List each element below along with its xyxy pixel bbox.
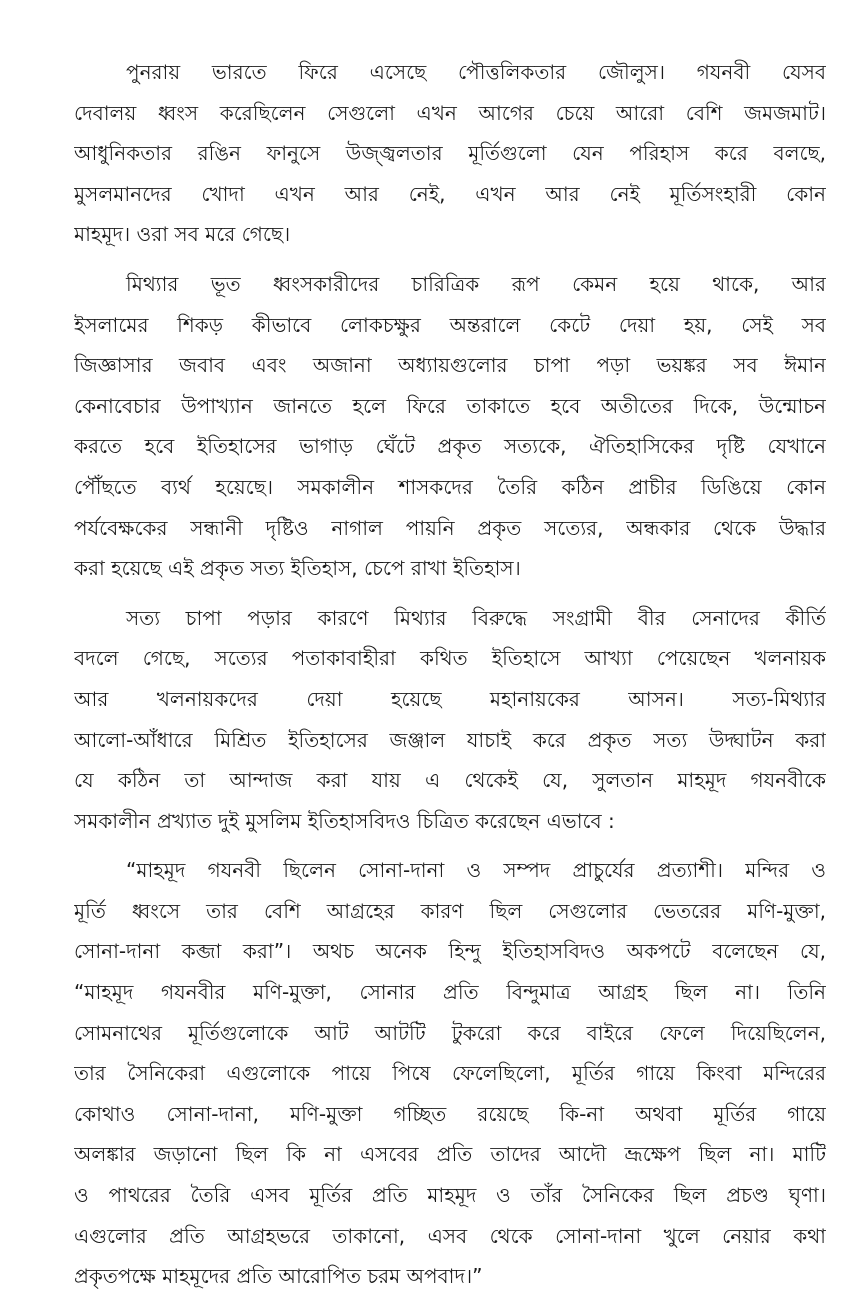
text-line: যে কঠিন তা আন্দাজ করা যায় এ থেকেই যে, সুলতান মাহমূদ গযনবীকে bbox=[74, 768, 826, 793]
paragraph-3 bbox=[74, 598, 826, 842]
text-line: মুসলমানদের খোদা এখন আর নেই, এখন আর নেই মূর্তিসংহারী কোন bbox=[74, 181, 826, 206]
text-line: পর্যবেক্ষকের সন্ধানী দৃষ্টিও নাগাল পায়নি প্রকৃত সত্যের, অন্ধকার থেকে উদ্ধার bbox=[74, 515, 826, 540]
book-page bbox=[74, 52, 826, 1289]
text-line: জিজ্ঞাসার জবাব এবং অজানা অধ্যায়গুলোর চাপা পড়া ভয়ঙ্কর সব ঈমান bbox=[74, 353, 826, 378]
text-line: ও পাথরের তৈরি এসব মূর্তির প্রতি মাহমূদ ও তাঁর সৈনিকের ছিল প্রচণ্ড ঘৃণা। bbox=[74, 1183, 826, 1208]
paragraph-gap bbox=[74, 841, 826, 850]
paragraph-gap bbox=[74, 255, 826, 264]
text-line: তার সৈনিকেরা এগুলোকে পায়ে পিষে ফেলেছিলো, মূর্তির গায়ে কিংবা মন্দিরের bbox=[74, 1061, 826, 1086]
text-line: করা হয়েছে এই প্রকৃত সত্য ইতিহাস, চেপে রাখা ইতিহাস। bbox=[74, 556, 521, 581]
text-line: ইসলামের শিকড় কীভাবে লোকচক্ষুর অন্তরালে কেটে দেয়া হয়, সেই সব bbox=[74, 312, 826, 337]
text-line: মিথ্যার ভূত ধ্বংসকারীদের চারিত্রিক রূপ কেমন হয়ে থাকে, আর bbox=[126, 271, 826, 296]
text-line: আধুনিকতার রঙিন ফানুসে উজ্জ্বলতার মূর্তিগুলো যেন পরিহাস করে বলছে, bbox=[74, 141, 826, 166]
text-line: প্রকৃতপক্ষে মাহমূদের প্রতি আরোপিত চরম অপবাদ।” bbox=[74, 1264, 483, 1289]
paragraph-gap bbox=[74, 589, 826, 598]
text-line: বদলে গেছে, সত্যের পতাকাবাহীরা কথিত ইতিহাসে আখ্যা পেয়েছেন খলনায়ক bbox=[74, 646, 826, 671]
text-line: পুনরায় ভারতে ফিরে এসেছে পৌত্তলিকতার জৌলুস। গযনবী যেসব bbox=[126, 60, 826, 84]
paragraph-4-quote bbox=[74, 850, 826, 1297]
text-line: দেবালয় ধ্বংস করেছিলেন সেগুলো এখন আগের চেয়ে আরো বেশি জমজমাট। bbox=[74, 100, 826, 125]
text-line: এগুলোর প্রতি আগ্রহভরে তাকানো, এসব থেকে সোনা-দানা খুলে নেয়ার কথা bbox=[74, 1223, 826, 1248]
paragraph-2 bbox=[74, 264, 826, 589]
text-line: “মাহমূদ গযনবীর মণি-মুক্তা, সোনার প্রতি বিন্দুমাত্র আগ্রহ ছিল না। তিনি bbox=[74, 980, 826, 1005]
text-line: সোনা-দানা কব্জা করা”। অথচ অনেক হিন্দু ইতিহাসবিদও অকপটে বলেছেন যে, bbox=[74, 939, 826, 964]
text-line: কেনাবেচার উপাখ্যান জানতে হলে ফিরে তাকাতে হবে অতীতের দিকে, উন্মোচন bbox=[74, 393, 826, 418]
text-line: পৌঁছতে ব্যর্থ হয়েছে। সমকালীন শাসকদের তৈরি কঠিন প্রাচীর ডিঙিয়ে কোন bbox=[74, 474, 826, 499]
text-line: আলো-আঁধারে মিশ্রিত ইতিহাসের জঞ্জাল যাচাই করে প্রকৃত সত্য উদ্ঘাটন করা bbox=[74, 727, 826, 752]
text-line: করতে হবে ইতিহাসের ভাগাড় ঘেঁটে প্রকৃত সত্যকে, ঐতিহাসিকের দৃষ্টি যেখানে bbox=[74, 434, 826, 459]
text-line: সোমনাথের মূর্তিগুলোকে আট আটটি টুকরো করে বাইরে ফেলে দিয়েছিলেন, bbox=[74, 1020, 826, 1045]
text-line: সমকালীন প্রখ্যাত দুই মুসলিম ইতিহাসবিদও চিত্রিত করেছেন এভাবে : bbox=[74, 808, 615, 833]
text-line: মূর্তি ধ্বংসে তার বেশি আগ্রহের কারণ ছিল সেগুলোর ভেতরের মণি-মুক্তা, bbox=[74, 898, 826, 923]
text-line: সত্য চাপা পড়ার কারণে মিথ্যার বিরুদ্ধে সংগ্রামী বীর সেনাদের কীর্তি bbox=[126, 605, 826, 630]
text-line: অলঙ্কার জড়ানো ছিল কি না এসবের প্রতি তাদের আদৌ ভ্রূক্ষেপ ছিল না। মাটি bbox=[74, 1142, 826, 1167]
text-line: আর খলনায়কদের দেয়া হয়েছে মহানায়কের আসন। সত্য-মিথ্যার bbox=[74, 686, 826, 711]
text-line: “মাহমূদ গযনবী ছিলেন সোনা-দানা ও সম্পদ প্রাচুর্যের প্রত্যাশী। মন্দির ও bbox=[126, 858, 826, 883]
text-line: কোথাও সোনা-দানা, মণি-মুক্তা গচ্ছিত রয়েছে কি-না অথবা মূর্তির গায়ে bbox=[74, 1101, 826, 1126]
text-line: মাহমূদ। ওরা সব মরে গেছে। bbox=[74, 222, 291, 247]
paragraph-1 bbox=[74, 52, 826, 255]
